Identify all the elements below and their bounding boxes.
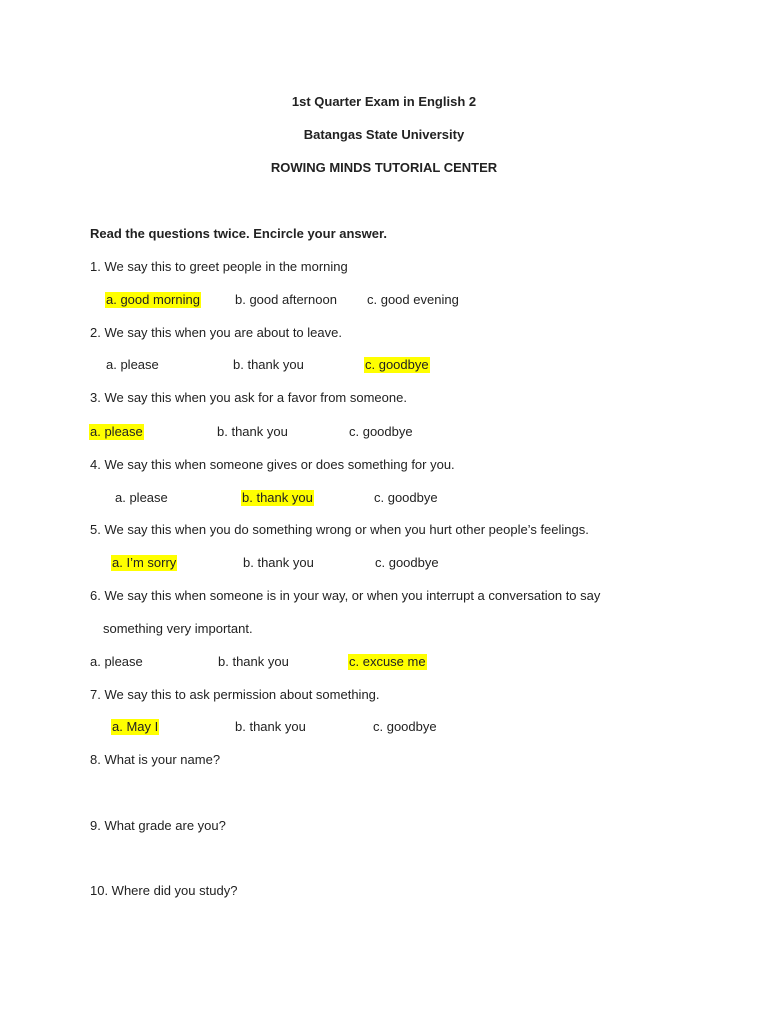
question-6-continued: something very important. <box>103 621 253 636</box>
q1-choice-b: b. good afternoon <box>235 292 337 307</box>
q4-choice-b: b. thank you <box>242 490 313 505</box>
school-name: Batangas State University <box>303 127 465 142</box>
q7-choice-a: a. May I <box>112 719 159 734</box>
q3-choice-a: a. please <box>90 424 143 439</box>
q3-choice-c: c. goodbye <box>349 424 413 439</box>
q5-choice-b: b. thank you <box>243 555 314 570</box>
q5-choice-a: a. I’m sorry <box>112 555 177 570</box>
question-7: 7. We say this to ask permission about something. <box>90 687 380 702</box>
q7-choice-c: c. goodbye <box>373 719 437 734</box>
question-10: 10. Where did you study? <box>90 883 238 898</box>
question-5: 5. We say this when you do something wrong or when you hurt other people’s feelings. <box>90 522 589 537</box>
question-6: 6. We say this when someone is in your way, or when you interrupt a conversation to say <box>90 588 601 603</box>
question-2: 2. We say this when you are about to leave. <box>90 325 342 340</box>
q4-choice-a: a. please <box>115 490 168 505</box>
question-8: 8. What is your name? <box>90 752 221 767</box>
exam-title: 1st Quarter Exam in English 2 <box>291 94 477 109</box>
question-9: 9. What grade are you? <box>90 818 226 833</box>
q6-choice-b: b. thank you <box>218 654 289 669</box>
q2-choice-b: b. thank you <box>233 357 304 372</box>
question-3: 3. We say this when you ask for a favor from someone. <box>90 390 407 405</box>
q2-choice-a: a. please <box>106 357 159 372</box>
q6-choice-c: c. excuse me <box>349 654 426 669</box>
q1-choice-c: c. good evening <box>367 292 459 307</box>
q2-choice-c: c. goodbye <box>365 357 429 372</box>
question-1: 1. We say this to greet people in the morning <box>90 259 348 274</box>
question-4: 4. We say this when someone gives or does something for you. <box>90 457 455 472</box>
instructions: Read the questions twice. Encircle your answer. <box>90 226 387 241</box>
q4-choice-c: c. goodbye <box>374 490 438 505</box>
q7-choice-b: b. thank you <box>235 719 306 734</box>
q5-choice-c: c. goodbye <box>375 555 439 570</box>
q6-choice-a: a. please <box>90 654 143 669</box>
tutorial-center-name: ROWING MINDS TUTORIAL CENTER <box>270 160 498 175</box>
q3-choice-b: b. thank you <box>217 424 288 439</box>
q1-choice-a: a. good morning <box>106 292 200 307</box>
